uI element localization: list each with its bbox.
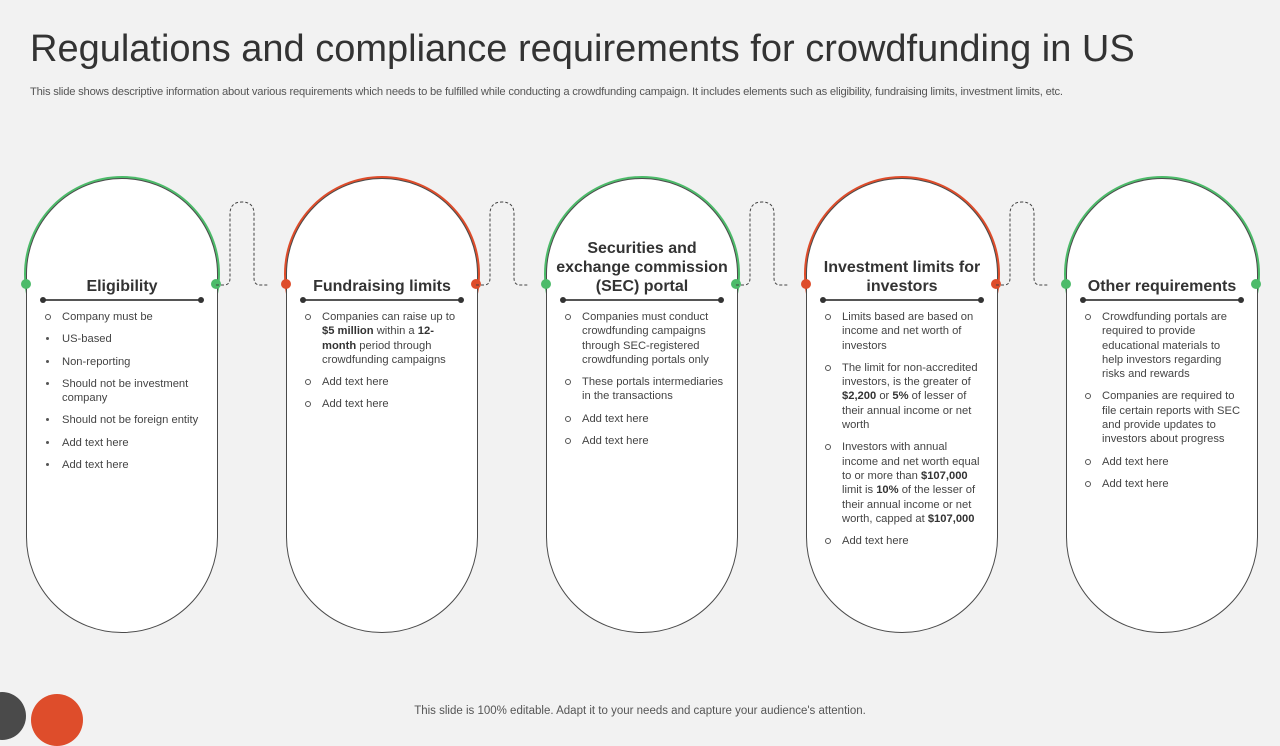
list-item: Add text here	[1084, 477, 1244, 491]
card-heading-text: Other requirements	[1087, 278, 1237, 295]
card-right-dot	[1251, 279, 1261, 289]
card-heading	[296, 178, 468, 298]
item-text: limit is	[842, 484, 877, 497]
item-text: of lesser of their annual income or net worth	[842, 390, 972, 432]
highlight-value: $5 million	[322, 325, 374, 338]
card-heading-text: Fundraising limits	[313, 278, 451, 295]
card-divider	[1083, 299, 1241, 301]
card-item-list	[304, 310, 464, 420]
highlight-value: $2,200	[842, 390, 877, 403]
requirement-card	[286, 178, 478, 633]
list-item: Companies are required to file certain reports with SEC and provide updates to investors about progress	[1084, 389, 1244, 446]
dashed-connector-path	[476, 202, 528, 285]
list-item: Non-reporting	[44, 355, 204, 369]
dashed-connector-path	[216, 202, 268, 285]
card-heading	[556, 178, 728, 298]
slide-subtitle: This slide shows descriptive information about various requirements which needs to be fulfilled while conducting a crowdfunding campaign. It includes elements such as eligibility, fundraising limits, investment limits, etc.	[30, 86, 1063, 98]
list-item: Add text here	[564, 412, 724, 426]
card-item-list	[564, 310, 724, 456]
card-heading-text: Eligibility	[86, 278, 158, 295]
list-item: Add text here	[824, 534, 984, 548]
list-item: Companies must conduct crowdfunding campaigns through SEC-registered crowdfunding portals only	[564, 310, 724, 367]
card-heading	[1076, 178, 1248, 298]
card-left-dot	[541, 279, 551, 289]
dashed-connector	[996, 200, 1048, 290]
dashed-connector-path	[996, 202, 1048, 285]
item-text: period through crowdfunding campaigns	[322, 339, 446, 366]
card-item-list	[824, 310, 984, 556]
dashed-connector	[216, 200, 268, 290]
item-text: Investors with annual income and net worth equal to or more than	[842, 441, 980, 482]
item-text: of the lesser of their annual income or net worth, capped at	[842, 484, 976, 525]
list-item: Should not be investment company	[44, 377, 204, 406]
card-heading	[36, 178, 208, 298]
list-item: Add text here	[1084, 455, 1244, 469]
card-heading-text: Investment limits for investors	[823, 259, 981, 295]
highlight-value: 5%	[892, 390, 909, 403]
card-left-dot	[801, 279, 811, 289]
requirement-card	[806, 178, 998, 633]
dashed-connector-path	[736, 202, 788, 285]
card-divider	[43, 299, 201, 301]
dashed-connector	[736, 200, 788, 290]
list-item: Crowdfunding portals are required to provide educational materials to help investors regarding risks and rewards	[1084, 310, 1244, 381]
slide-title: Regulations and compliance requirements for crowdfunding in US	[30, 28, 1135, 70]
item-text: within a	[373, 325, 418, 338]
card-left-dot	[281, 279, 291, 289]
requirement-card	[546, 178, 738, 633]
list-item	[824, 361, 984, 432]
list-item	[824, 440, 984, 526]
list-item: Add text here	[564, 434, 724, 448]
corner-decoration-red	[31, 694, 83, 746]
card-divider	[303, 299, 461, 301]
list-item: Add text here	[304, 375, 464, 389]
requirement-card	[26, 178, 218, 633]
item-text: or	[876, 390, 893, 403]
item-text: Companies can raise up to	[322, 311, 456, 323]
highlight-value: 12-month	[322, 325, 434, 352]
list-item	[304, 310, 464, 367]
card-item-list	[44, 310, 204, 480]
card-heading-text: Securities and exchange commission (SEC) portal	[556, 240, 728, 295]
list-item: Limits based are based on income and net worth of investors	[824, 310, 984, 353]
highlight-value: $107,000	[920, 469, 968, 482]
card-heading	[816, 178, 988, 298]
list-item: These portals intermediaries in the transactions	[564, 375, 724, 404]
item-text: The limit for non-accredited investors, is the greater of	[842, 361, 978, 389]
card-divider	[563, 299, 721, 301]
footer-note: This slide is 100% editable. Adapt it to your needs and capture your audience's attention.	[414, 705, 866, 717]
dashed-connector	[476, 200, 528, 290]
highlight-value: $107,000	[927, 512, 975, 525]
list-item: Should not be foreign entity	[44, 413, 204, 427]
list-item: Add text here	[44, 436, 204, 450]
list-item: US-based	[44, 332, 204, 346]
card-left-dot	[21, 279, 31, 289]
list-item: Add text here	[44, 458, 204, 472]
highlight-value: 10%	[876, 484, 899, 497]
list-item: Add text here	[304, 397, 464, 411]
card-item-list	[1084, 310, 1244, 499]
card-divider	[823, 299, 981, 301]
list-item: Company must be	[44, 310, 204, 324]
requirement-card	[1066, 178, 1258, 633]
card-left-dot	[1061, 279, 1071, 289]
